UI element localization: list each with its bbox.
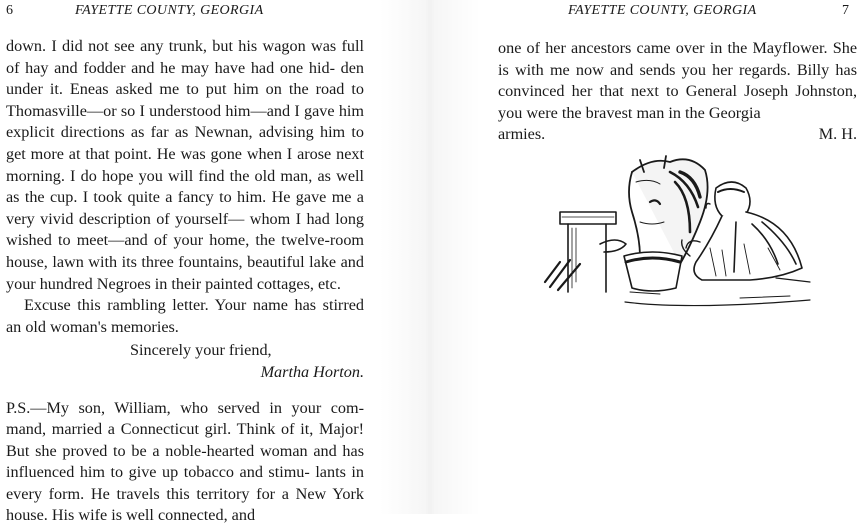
text-line: him explicit directions as far as Newnan, advising (6, 102, 364, 142)
text-line: Johnston, you were the bravest man in the Georgia (498, 82, 857, 122)
text-line: stirred an old woman's memories. (6, 296, 364, 336)
letter-signature: Martha Horton. (6, 362, 364, 384)
letter-closing: Sincerely your friend, (6, 340, 364, 362)
text-line: to Thomasville—or so I understood him—and I gave (6, 80, 364, 120)
right-running-head: FAYETTE COUNTY, GEORGIA (568, 3, 757, 19)
text-line: New York house. His wife is well connected, and (6, 485, 364, 525)
left-running-head: FAYETTE COUNTY, GEORGIA (75, 3, 264, 19)
right-page (480, 0, 863, 514)
right-body-text (498, 38, 857, 146)
right-page-number: 7 (842, 3, 849, 19)
text-line: the twelve-room house, lawn with its three fountains, (6, 231, 364, 271)
text-line: down. I did not see any trunk, but his wagon was (6, 37, 336, 55)
text-line: P.S.—My son, William, who served in your com- (6, 399, 364, 417)
left-page-number: 6 (6, 3, 13, 19)
book-gutter (380, 0, 480, 514)
text-line: den under it. Eneas asked me to put him on the road (6, 59, 364, 99)
text-line: Billy has convinced her that next to General Joseph (498, 61, 857, 101)
last-line-row (498, 124, 857, 146)
text-line: armies. (498, 124, 545, 146)
letter-paragraph-2 (6, 295, 364, 338)
text-line: mand, married a Connecticut girl. Think of it, (6, 420, 313, 438)
text-line: him to get more at that point. He was gone when I (6, 123, 364, 163)
postscript-continuation (498, 38, 857, 146)
text-line: one of her ancestors came over in the Mayflower. (498, 39, 828, 57)
text-line: whom I had long wished to meet—and of your home, (6, 210, 364, 250)
text-line: He gave me a very vivid description of yourself— (6, 188, 364, 228)
postscript-paragraph (6, 398, 364, 527)
text-line: man, as well as the cup. I took quite a fancy to him. (6, 167, 364, 207)
text-line: painted cottages, etc. (205, 275, 341, 293)
left-body-text (6, 36, 364, 527)
text-line: Major! But she proved to be a noble-hearted woman (6, 420, 364, 460)
letter-closing-block (6, 340, 364, 383)
text-line: arose next morning. I do hope you will find the old (6, 145, 364, 185)
text-line: lants in every form. He travels this territory for a (6, 463, 364, 503)
horse-and-man-sketch-icon (540, 152, 820, 317)
text-line: beautiful lake and your hundred Negroes in their (6, 253, 364, 293)
left-page (0, 0, 380, 514)
text-line: She is with me now and sends you her regards. (498, 39, 857, 79)
text-line: Excuse this rambling letter. Your name has (24, 296, 316, 314)
text-line: full of hay and fodder and he may have had one hid- (6, 37, 364, 77)
text-line: and has influenced him to give up tobacco and stimu- (6, 442, 364, 482)
postscript-initials: M. H. (819, 124, 857, 146)
letter-paragraph-1 (6, 36, 364, 295)
